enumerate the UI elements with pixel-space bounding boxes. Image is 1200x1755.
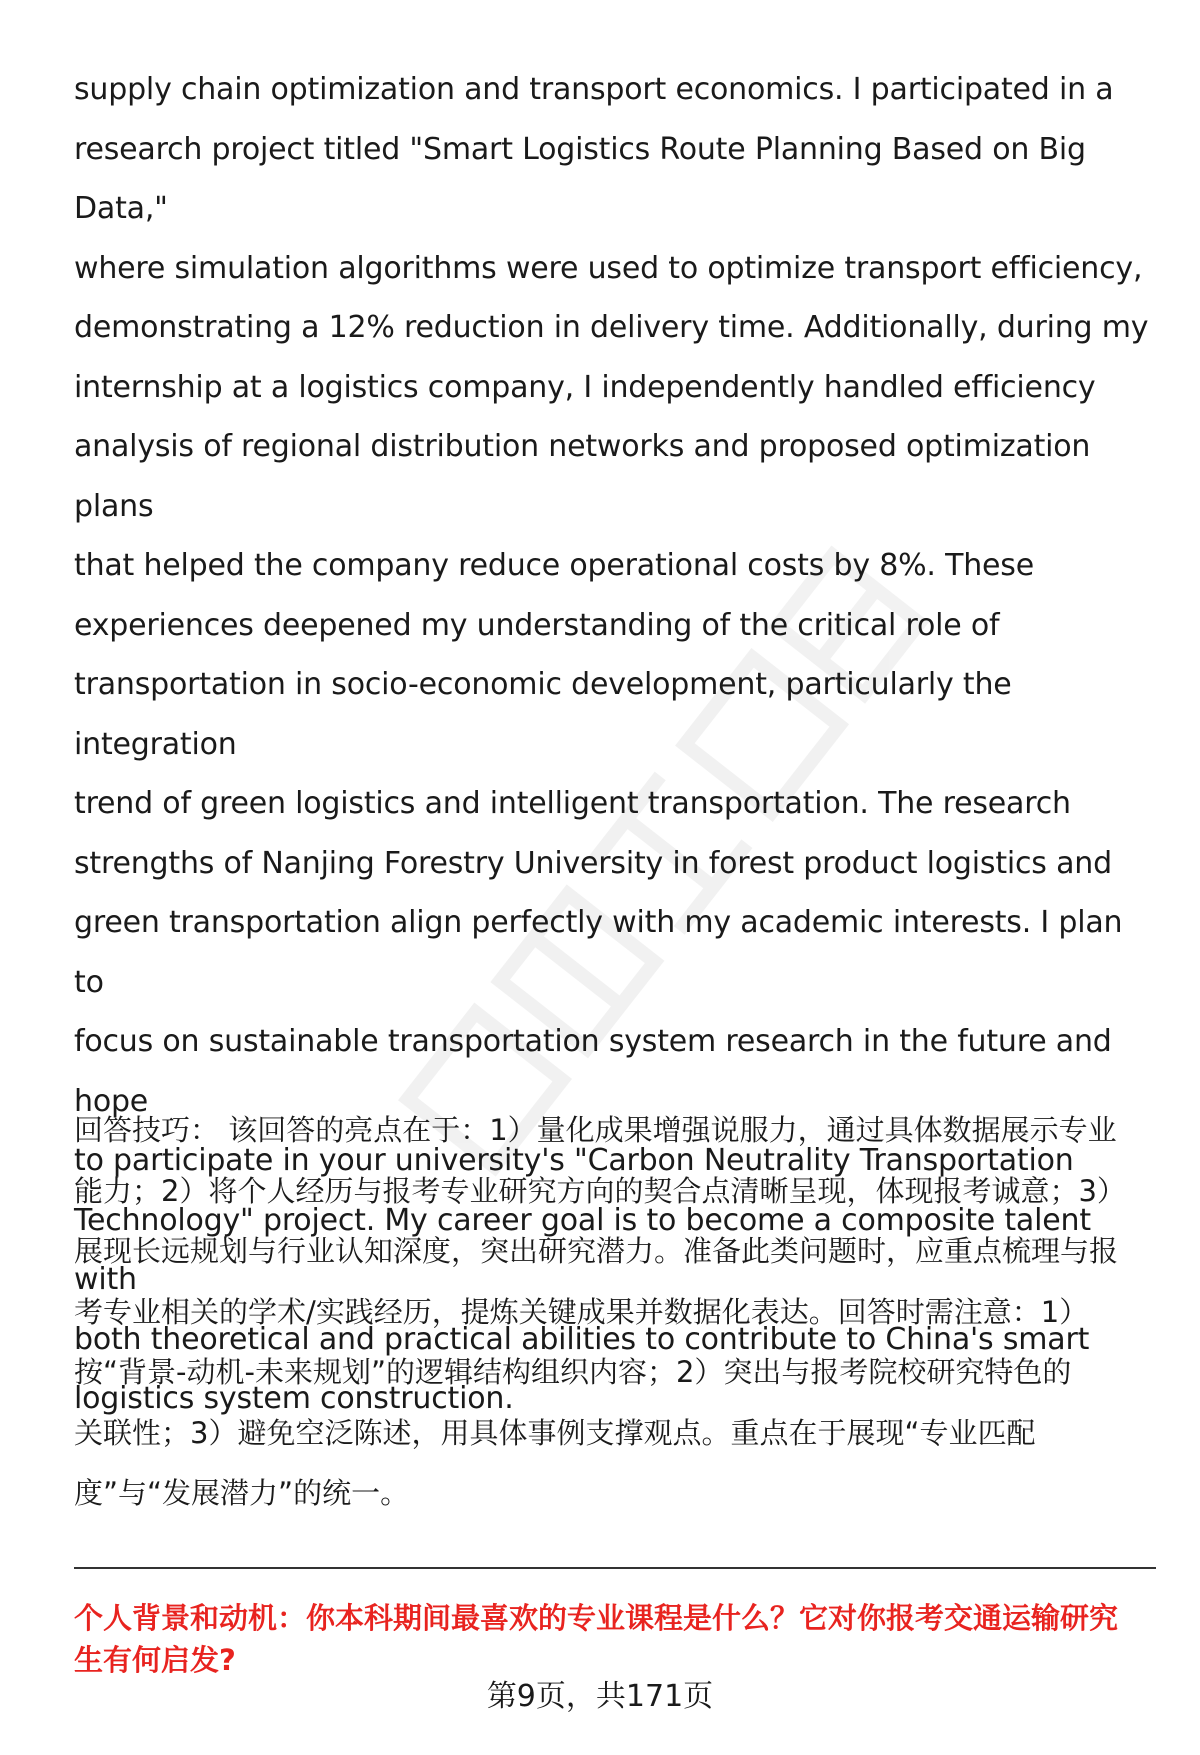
answer-paragraph: supply chain optimization and transport economics. I participated in a research project titled "Smart Logistics Route Planning Based on Big Data," where simulation algorithms were used to optimize transport efficiency, demonstrating a 12% reduction in delivery time. Additionally, during my internship at a logistics company, I independently handled efficiency analysis of regional distribution networks and proposed optimization plans that helped the company reduce operational costs by 8%. These experiences deepened my understanding of the critical role of transportation in socio-economic development, particularly the integration trend of green logistics and intelligent transportation. The research strengths of Nanjing Forestry University in forest product logistics and green transportation align perfectly with my academic interests. I plan to focus on sustainable transportation system research in the future and hope to participate in your university's "Carbon Neutrality Transportation Technology" project. My career goal is to become a composite talent with both theoretical and practical abilities to contribute to China's smart logistics system construction.: [74, 72, 1149, 1416]
page-number: 第9页，共171页: [486, 1679, 714, 1714]
section-divider: [74, 1567, 1156, 1569]
answer-tips-paragraph: 回答技巧： 该回答的亮点在于：1）量化成果增强说服力，通过具体数据展示专业 能力；2）将个人经历与报考专业研究方向的契合点清晰呈现，体现报考诚意；3） 展现长远规划与行业认知深度，突出研究潜力。准备此类问题时，应重点梳理与报 考专业相关的学术/实践经历，提炼关键成果并数据化表达。回答时需注意：1） 按“背景-动机-未来规划”的逻辑结构组织内容；2）突出与报考院校研究特色的 关联性；3）避免空泛陈述，用具体事例支撑观点。重点在于展现“专业匹配 度”与“发展潜力”的统一。: [74, 1113, 1126, 1510]
next-question-heading: 个人背景和动机：你本科期间最喜欢的专业课程是什么？它对你报考交通运输研究 生有何启发?: [74, 1601, 1119, 1677]
